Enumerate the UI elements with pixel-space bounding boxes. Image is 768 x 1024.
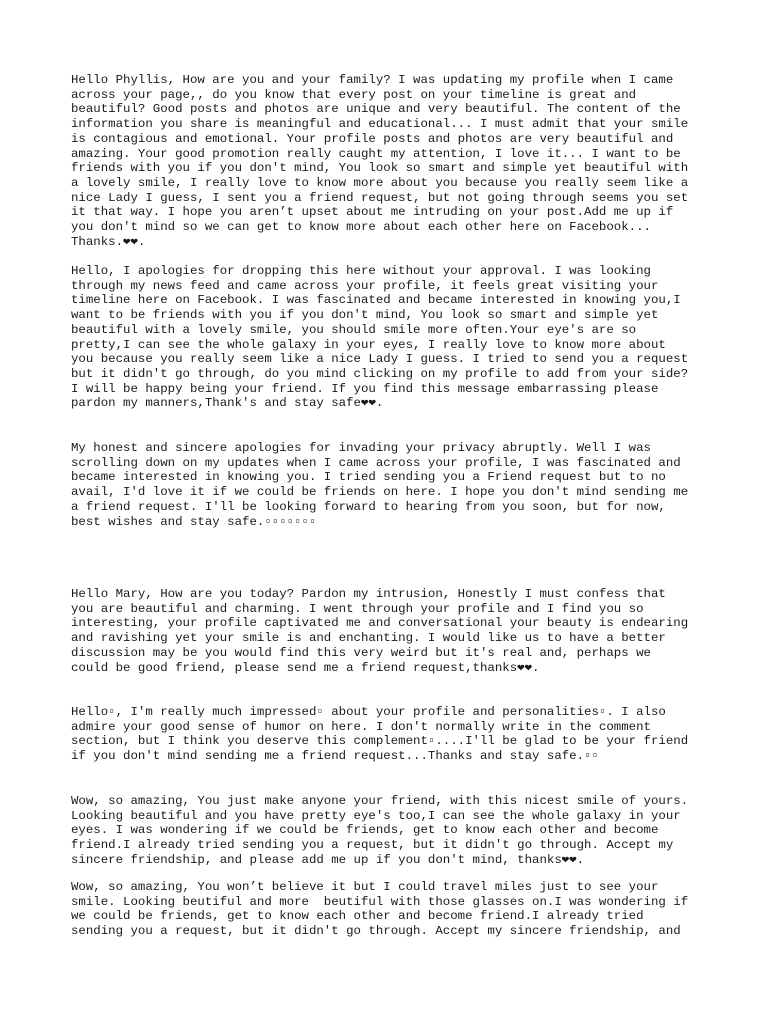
paragraph-impressed: Hello▫, I'm really much impressed▫ about your profile and personalities▫. I also admire your good sense of humor on here. I don't normally write in the comment section, but I think you deserve this complement▫....I'll be glad to be your friend if you don't mind sending me a friend request...Thanks and stay safe.▫▫ — [71, 705, 689, 764]
paragraph-sincere-apologies: My honest and sincere apologies for invading your privacy abruptly. Well I was scrolling down on my updates when I came across your profile, I was fascinated and became interested in knowing you. I tried sending you a Friend request but to no avail, I'd love it if we could be friends on here. I hope you don't mind sending me a friend request. I'll be looking forward to hearing from you soon, but for now, best wishes and stay safe.▫▫▫▫▫▫▫ — [71, 441, 689, 529]
paragraph-apology-news-feed: Hello, I apologies for dropping this here without your approval. I was looking through my news feed and came across your profile, it feels great visiting your timeline here on Facebook. I was fascinated and became interested in knowing you,I want to be friends with you if you don't mind, You look so smart and simple yet beautiful with a lovely smile, you should smile more often.Your eye's are so pretty,I can see the whole galaxy in your eyes, I really love to know more about you because you really seem like a nice Lady I guess. I tried to send you a request but it didn't go through, do you mind clicking on my profile to add from your side? I will be happy being your friend. If you find this message embarrassing please pardon my manners,Thank's and stay safe❤❤. — [71, 264, 689, 411]
paragraph-greeting-phyllis: Hello Phyllis, How are you and your family? I was updating my profile when I came across your page,, do you know that every post on your timeline is great and beautiful? Good posts and photos are unique and very beautiful. The content of the information you share is meaningful and educational... I must admit that your smile is contagious and emotional. Your profile posts and photos are very beautiful and amazing. Your good promotion really caught my attention, I love it... I want to be friends with you if you don't mind, You look so smart and simple yet beautiful with a lovely smile, I really love to know more about you because you really seem like a nice Lady I guess, I sent you a friend request, but not going through seems you set it that way. I hope you aren’t upset about me intruding on your post.Add me up if you don't mind so we can get to know more about each other here on Facebook... Thanks.❤❤. — [71, 73, 689, 249]
paragraph-wow-smile: Wow, so amazing, You just make anyone your friend, with this nicest smile of yours. Looking beautiful and you have pretty eye's too,I can see the whole galaxy in your eyes. I was wondering if we could be friends, get to know each other and become friend.I already tried sending you a request, but it didn't go through. Accept my sincere friendship, and please add me up if you don't mind, thanks❤❤. — [71, 794, 689, 867]
paragraph-greeting-mary: Hello Mary, How are you today? Pardon my intrusion, Honestly I must confess that you are beautiful and charming. I went through your profile and I find you so interesting, your profile captivated me and conversational your beauty is endearing and ravishing yet your smile is and enchanting. I would like us to have a better discussion may be you would find this very weird but it's real and, perhaps we could be good friend, please send me a friend request,thanks❤❤. — [71, 587, 689, 675]
paragraph-wow-glasses: Wow, so amazing, You won’t believe it but I could travel miles just to see your smile. Looking beutiful and more beutiful with those glasses on.I was wondering if we could be friends, get to know each other and become friend.I already tried sending you a request, but it didn't go through. Accept my sincere friendship, and — [71, 880, 689, 939]
